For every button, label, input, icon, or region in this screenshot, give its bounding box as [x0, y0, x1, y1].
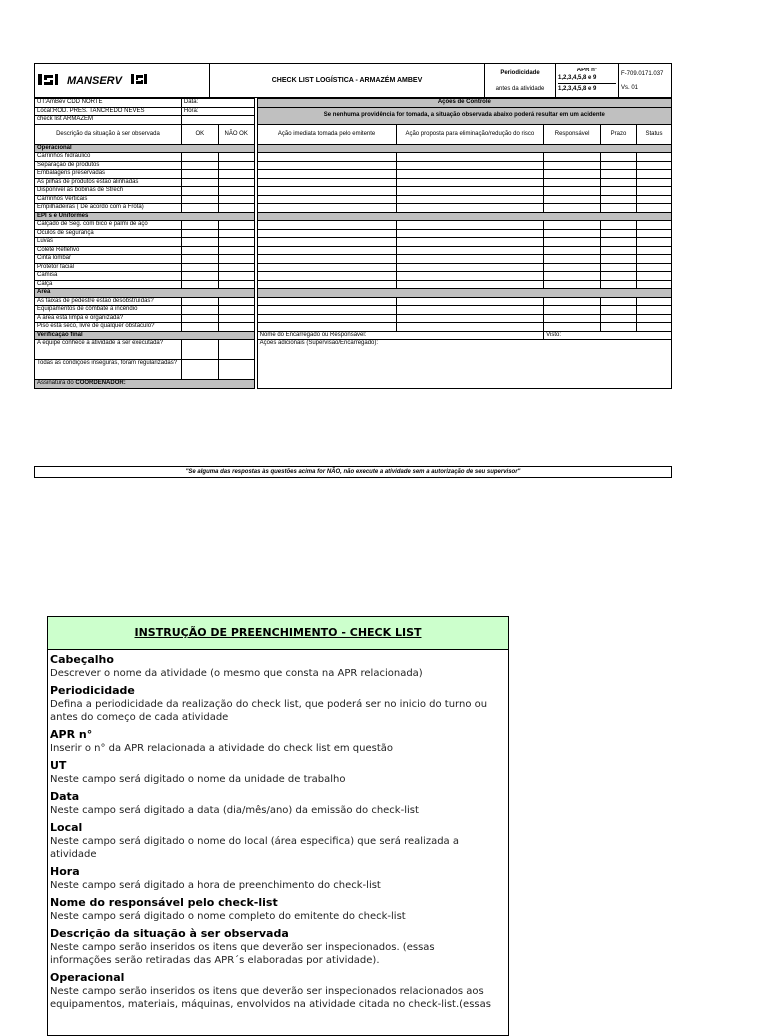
acoes-controle-title: Ações de Controle: [257, 99, 671, 108]
checklist-item-label: Protetor facial: [35, 263, 182, 272]
prazo-cell[interactable]: [601, 263, 637, 272]
prazo-cell[interactable]: [601, 323, 637, 332]
signature-prefix: Assinatura do: [37, 380, 76, 387]
checklist-table: [34, 98, 672, 389]
col-nao-ok: NÃO OK: [218, 124, 254, 144]
ok-cell[interactable]: [181, 153, 218, 162]
acao-imediata-cell[interactable]: [257, 263, 396, 272]
status-cell[interactable]: [636, 161, 671, 170]
responsavel-cell[interactable]: [544, 263, 601, 272]
prazo-cell[interactable]: [601, 280, 637, 289]
prazo-cell[interactable]: [601, 221, 637, 230]
nao-ok-cell[interactable]: [218, 238, 254, 247]
checklist-row: [35, 170, 672, 179]
status-cell[interactable]: [636, 280, 671, 289]
doc-code: F-709.0171.037: [621, 70, 664, 77]
checklist-name-field[interactable]: check list ARMAZÉM: [35, 116, 182, 125]
instruction-heading: Periodicidade: [50, 684, 135, 697]
apr-value-2: 1,2,3,4,5,8 e 9: [558, 83, 616, 94]
acao-imediata-cell[interactable]: [257, 153, 396, 162]
acao-proposta-cell[interactable]: [396, 255, 544, 264]
section-title: Área: [35, 289, 255, 298]
ok-cell[interactable]: [181, 238, 218, 247]
acao-proposta-cell[interactable]: [396, 153, 544, 162]
responsavel-cell[interactable]: [544, 306, 601, 315]
responsavel-cell[interactable]: [544, 255, 601, 264]
nao-ok-cell[interactable]: [218, 323, 254, 332]
nao-ok-cell[interactable]: [218, 204, 254, 213]
status-cell[interactable]: [636, 314, 671, 323]
responsavel-cell[interactable]: [544, 229, 601, 238]
nao-ok-cell[interactable]: [218, 263, 254, 272]
acao-proposta-cell[interactable]: [396, 187, 544, 196]
signature-field[interactable]: [35, 380, 255, 389]
ok-cell[interactable]: [181, 272, 218, 281]
responsavel-cell[interactable]: [544, 221, 601, 230]
checklist-item-label: As pilhas de produtos estão alinhadas: [35, 178, 182, 187]
acao-imediata-cell[interactable]: [257, 280, 396, 289]
acao-imediata-cell[interactable]: [257, 255, 396, 264]
responsavel-cell[interactable]: [544, 153, 601, 162]
instruction-text: Defina a periodicidade da realização do check list, que poderá ser no inicio do turno ou antes do começo de cada atividade: [50, 699, 488, 723]
ok-cell[interactable]: [181, 255, 218, 264]
acao-imediata-cell[interactable]: [257, 323, 396, 332]
col-acao-proposta: Ação proposta para eliminação/redução do risco: [396, 124, 544, 144]
nao-ok-cell[interactable]: [218, 246, 254, 255]
acao-proposta-cell[interactable]: [396, 314, 544, 323]
instruction-heading: Data: [50, 790, 80, 803]
final-section-title: Verificação final: [35, 331, 255, 340]
status-cell[interactable]: [636, 263, 671, 272]
visto-field[interactable]: Visto:: [544, 331, 672, 340]
acao-imediata-cell[interactable]: [257, 221, 396, 230]
checklist-row: [35, 297, 672, 306]
periodicidade-sub: antes da atividade: [495, 85, 545, 92]
nao-ok-cell[interactable]: [218, 272, 254, 281]
status-cell[interactable]: [636, 178, 671, 187]
encarregado-field[interactable]: Nome do Encarregado ou Responsável:: [257, 331, 543, 340]
checklist-row: [35, 153, 672, 162]
instruction-text: Neste campo serão inseridos os itens que deverão ser inspecionados. (essas informações serão retiradas das APR´s elaboradas por atividade).: [50, 942, 435, 966]
doc-code-cell: [619, 64, 672, 98]
checklist-item-label: Carrinhos Verticais: [35, 195, 182, 204]
responsavel-cell[interactable]: [544, 178, 601, 187]
acao-proposta-cell[interactable]: [396, 229, 544, 238]
status-cell[interactable]: [636, 323, 671, 332]
section-row: [35, 289, 672, 298]
checklist-row: [35, 263, 672, 272]
form-header: [34, 63, 672, 98]
prazo-cell[interactable]: [601, 272, 637, 281]
acao-proposta-cell[interactable]: [396, 280, 544, 289]
instruction-text: Neste campo será digitado o nome do local (área especifica) que será realizada a atividade: [50, 836, 459, 860]
checklist-item-label: Embalagens preservadas: [35, 170, 182, 179]
instruction-heading: Local: [50, 821, 83, 834]
nao-ok-cell[interactable]: [218, 221, 254, 230]
instruction-heading: Nome do responsável pelo check-list: [50, 896, 278, 909]
nao-ok-cell[interactable]: [218, 255, 254, 264]
checklist-item-label: Camisa: [35, 272, 182, 281]
checklist-row: [35, 306, 672, 315]
status-cell[interactable]: [636, 255, 671, 264]
responsavel-cell[interactable]: [544, 161, 601, 170]
nao-ok-cell[interactable]: [218, 161, 254, 170]
ok-cell[interactable]: [181, 314, 218, 323]
checklist-row: [35, 280, 672, 289]
checklist-item-label: A área está limpa e organizada?: [35, 314, 182, 323]
section-row: [35, 212, 672, 221]
hora-field[interactable]: Hora:: [181, 107, 254, 116]
col-acao-imediata: Ação imediata tomada pelo emitente: [257, 124, 396, 144]
checklist-item-label: Empilhadeiras ( De acordo com a Frota): [35, 204, 182, 213]
isi-logo: [37, 72, 59, 90]
manserv-logo: MANSERV: [66, 74, 122, 87]
periodicidade-cell: [485, 64, 556, 98]
acao-imediata-cell[interactable]: [257, 195, 396, 204]
doc-version: Vs. 01: [621, 84, 639, 91]
ok-cell[interactable]: [181, 297, 218, 306]
responsavel-cell[interactable]: [544, 204, 601, 213]
prazo-cell[interactable]: [601, 195, 637, 204]
checklist-item-label: Carrinhos hidráulico: [35, 153, 182, 162]
checklist-row: [35, 221, 672, 230]
local-field[interactable]: Local:ROD. PRES. TANCREDO NEVES: [35, 107, 182, 116]
status-cell[interactable]: [636, 297, 671, 306]
acao-imediata-cell[interactable]: [257, 272, 396, 281]
acao-proposta-cell[interactable]: [396, 221, 544, 230]
prazo-cell[interactable]: [601, 187, 637, 196]
acao-proposta-cell[interactable]: [396, 323, 544, 332]
checklist-row: [35, 255, 672, 264]
acao-imediata-cell[interactable]: [257, 238, 396, 247]
acoes-note: Se nenhuma providência for tomada, a situação observada abaixo poderá resultar em um acidente: [257, 107, 671, 124]
instruction-heading: Hora: [50, 865, 80, 878]
col-status: Status: [636, 124, 671, 144]
responsavel-cell[interactable]: [544, 170, 601, 179]
nao-ok-cell[interactable]: [218, 187, 254, 196]
acao-proposta-cell[interactable]: [396, 272, 544, 281]
nao-ok-cell[interactable]: [218, 229, 254, 238]
section-bar: [257, 144, 671, 153]
logo-area: [35, 64, 210, 98]
nao-ok-cell[interactable]: [218, 170, 254, 179]
instructions-title: INSTRUÇÃO DE PREENCHIMENTO - CHECK LIST: [48, 617, 508, 650]
ok-cell[interactable]: [181, 229, 218, 238]
ok-cell[interactable]: [181, 161, 218, 170]
status-cell[interactable]: [636, 246, 671, 255]
checklist-item-label: Cinta lombar: [35, 255, 182, 264]
prazo-cell[interactable]: [601, 178, 637, 187]
data-field[interactable]: Data:: [181, 99, 254, 108]
acao-imediata-cell[interactable]: [257, 297, 396, 306]
prazo-cell[interactable]: [601, 153, 637, 162]
apr-value-1: 1,2,3,4,5,8 e 9: [558, 74, 597, 81]
checklist-item-label: Equipamentos de cômbate a incêndio: [35, 306, 182, 315]
periodicidade-label: Periodicidade: [500, 69, 540, 76]
prazo-cell[interactable]: [601, 255, 637, 264]
checklist-item-label: Disponível as bobinas de Strech: [35, 187, 182, 196]
checklist-item-label: Separação de produtos: [35, 161, 182, 170]
acao-proposta-cell[interactable]: [396, 195, 544, 204]
responsavel-cell[interactable]: [544, 187, 601, 196]
checklist-item-label: Luvas: [35, 238, 182, 247]
status-cell[interactable]: [636, 153, 671, 162]
checklist-row: [35, 195, 672, 204]
acao-imediata-cell[interactable]: [257, 229, 396, 238]
checklist-item-label: Calça: [35, 280, 182, 289]
ok-cell[interactable]: [181, 204, 218, 213]
acao-proposta-cell[interactable]: [396, 306, 544, 315]
responsavel-cell[interactable]: [544, 314, 601, 323]
nao-ok-cell[interactable]: [218, 297, 254, 306]
col-descricao: Descrição da situação à ser observada: [35, 124, 182, 144]
acao-proposta-cell[interactable]: [396, 238, 544, 247]
nao-ok-cell[interactable]: [218, 195, 254, 204]
checklist-item-label: Óculos de segurança: [35, 229, 182, 238]
acao-proposta-cell[interactable]: [396, 263, 544, 272]
acao-proposta-cell[interactable]: [396, 161, 544, 170]
col-ok: OK: [181, 124, 218, 144]
responsavel-cell[interactable]: [544, 297, 601, 306]
checklist-row: [35, 238, 672, 247]
final-item-1: A equipe conhece a atividade a ser executada?: [35, 340, 182, 360]
checklist-item-label: Colete Reflefivo: [35, 246, 182, 255]
instruction-text: Descrever o nome da atividade (o mesmo que consta na APR relacionada): [50, 668, 423, 679]
acao-imediata-cell[interactable]: [257, 306, 396, 315]
ok-cell[interactable]: [181, 246, 218, 255]
apr-cell: [556, 64, 619, 98]
ok-cell[interactable]: [181, 263, 218, 272]
ok-cell[interactable]: [181, 221, 218, 230]
acao-imediata-cell[interactable]: [257, 246, 396, 255]
ok-cell[interactable]: [181, 170, 218, 179]
status-cell[interactable]: [636, 238, 671, 247]
checklist-item-label: Calçado de Seg. com bico e palmi de aço: [35, 221, 182, 230]
apr-label: APR n°: [576, 67, 598, 73]
acao-proposta-cell[interactable]: [396, 246, 544, 255]
acao-imediata-cell[interactable]: [257, 170, 396, 179]
instruction-heading: Cabeçalho: [50, 653, 114, 666]
section-title: EPI´s e Uniformes: [35, 212, 255, 221]
instruction-heading: APR n°: [50, 728, 93, 741]
status-cell[interactable]: [636, 195, 671, 204]
status-cell[interactable]: [636, 272, 671, 281]
form-title: CHECK LIST LOGÍSTICA - ARMAZÉM AMBEV: [210, 64, 485, 98]
prazo-cell[interactable]: [601, 314, 637, 323]
instructions-box: [47, 616, 509, 1036]
ut-field[interactable]: UT:AmBev CDD NORTE: [35, 99, 182, 108]
acao-proposta-cell[interactable]: [396, 178, 544, 187]
responsavel-cell[interactable]: [544, 323, 601, 332]
ok-cell[interactable]: [181, 323, 218, 332]
prazo-cell[interactable]: [601, 161, 637, 170]
checklist-row: [35, 187, 672, 196]
instruction-text: Neste campo será digitado o nome da unidade de trabalho: [50, 774, 346, 785]
section-bar: [257, 289, 671, 298]
instruction-heading: Descrição da situação à ser observada: [50, 927, 289, 940]
final-item-2: Todas as condições inseguras, foram regularizadas?: [35, 360, 182, 380]
acao-proposta-cell[interactable]: [396, 204, 544, 213]
nao-ok-cell[interactable]: [218, 153, 254, 162]
instruction-text: Neste campo será digitado a data (dia/mês/ano) da emissão do check-list: [50, 805, 419, 816]
section-title: Operacional: [35, 144, 255, 153]
acoes-adicionais-field[interactable]: Ações adicionais (Supervisão/Encarregado):: [257, 340, 671, 389]
responsavel-cell[interactable]: [544, 195, 601, 204]
checklist-row: [35, 204, 672, 213]
acao-imediata-cell[interactable]: [257, 204, 396, 213]
ok-cell[interactable]: [181, 187, 218, 196]
responsavel-cell[interactable]: [544, 238, 601, 247]
acao-proposta-cell[interactable]: [396, 170, 544, 179]
prazo-cell[interactable]: [601, 306, 637, 315]
status-cell[interactable]: [636, 170, 671, 179]
instruction-text: Inserir o n° da APR relacionada a atividade do check list em questão: [50, 743, 393, 754]
ok-cell[interactable]: [181, 306, 218, 315]
responsavel-cell[interactable]: [544, 246, 601, 255]
status-cell[interactable]: [636, 221, 671, 230]
checklist-row: [35, 323, 672, 332]
checklist-row: [35, 178, 672, 187]
prazo-cell[interactable]: [601, 297, 637, 306]
instruction-text: Neste campo serão inseridos os itens que deverão ser inspecionados relacionados aos equipamentos, materiais, máquinas, envolvidos na atividade citada no check-list.(essas: [50, 986, 491, 1010]
prazo-cell[interactable]: [601, 170, 637, 179]
ok-cell[interactable]: [181, 178, 218, 187]
checklist-item-label: As faixas de pedestre estão desobstruídas?: [35, 297, 182, 306]
section-row: [35, 144, 672, 153]
status-cell[interactable]: [636, 204, 671, 213]
acao-imediata-cell[interactable]: [257, 161, 396, 170]
nao-ok-cell[interactable]: [218, 178, 254, 187]
checklist-row: [35, 161, 672, 170]
signature-role: COORDENADOR:: [75, 380, 126, 387]
section-bar: [257, 212, 671, 221]
isi-logo-small: [130, 72, 148, 90]
prazo-cell[interactable]: [601, 229, 637, 238]
nao-ok-cell[interactable]: [218, 314, 254, 323]
instruction-text: Neste campo será digitado o nome completo do emitente do check-list: [50, 911, 406, 922]
checklist-row: [35, 246, 672, 255]
checklist-row: [35, 272, 672, 281]
prazo-cell[interactable]: [601, 246, 637, 255]
ok-cell[interactable]: [181, 195, 218, 204]
status-cell[interactable]: [636, 229, 671, 238]
acao-imediata-cell[interactable]: [257, 178, 396, 187]
checklist-row: [35, 229, 672, 238]
col-responsavel: Responsável: [544, 124, 601, 144]
nao-ok-cell[interactable]: [218, 306, 254, 315]
instruction-heading: UT: [50, 759, 67, 772]
prazo-cell[interactable]: [601, 204, 637, 213]
checklist-item-label: Piso está seco, livre de qualquer obstaculo?: [35, 323, 182, 332]
nao-ok-cell[interactable]: [218, 280, 254, 289]
status-cell[interactable]: [636, 187, 671, 196]
responsavel-cell[interactable]: [544, 280, 601, 289]
instructions-list: [48, 650, 508, 1011]
checklist-row: [35, 314, 672, 323]
col-prazo: Prazo: [601, 124, 637, 144]
acao-proposta-cell[interactable]: [396, 297, 544, 306]
instruction-heading: Operacional: [50, 971, 125, 984]
ok-cell[interactable]: [181, 280, 218, 289]
acao-imediata-cell[interactable]: [257, 187, 396, 196]
prazo-cell[interactable]: [601, 238, 637, 247]
status-cell[interactable]: [636, 306, 671, 315]
instruction-text: Neste campo será digitado a hora de preenchimento do check-list: [50, 880, 381, 891]
footer-note: "Se alguma das respostas às questões acima for NÃO, não execute a atividade sem a autorização de seu supervisor": [34, 466, 672, 478]
acao-imediata-cell[interactable]: [257, 314, 396, 323]
responsavel-cell[interactable]: [544, 272, 601, 281]
